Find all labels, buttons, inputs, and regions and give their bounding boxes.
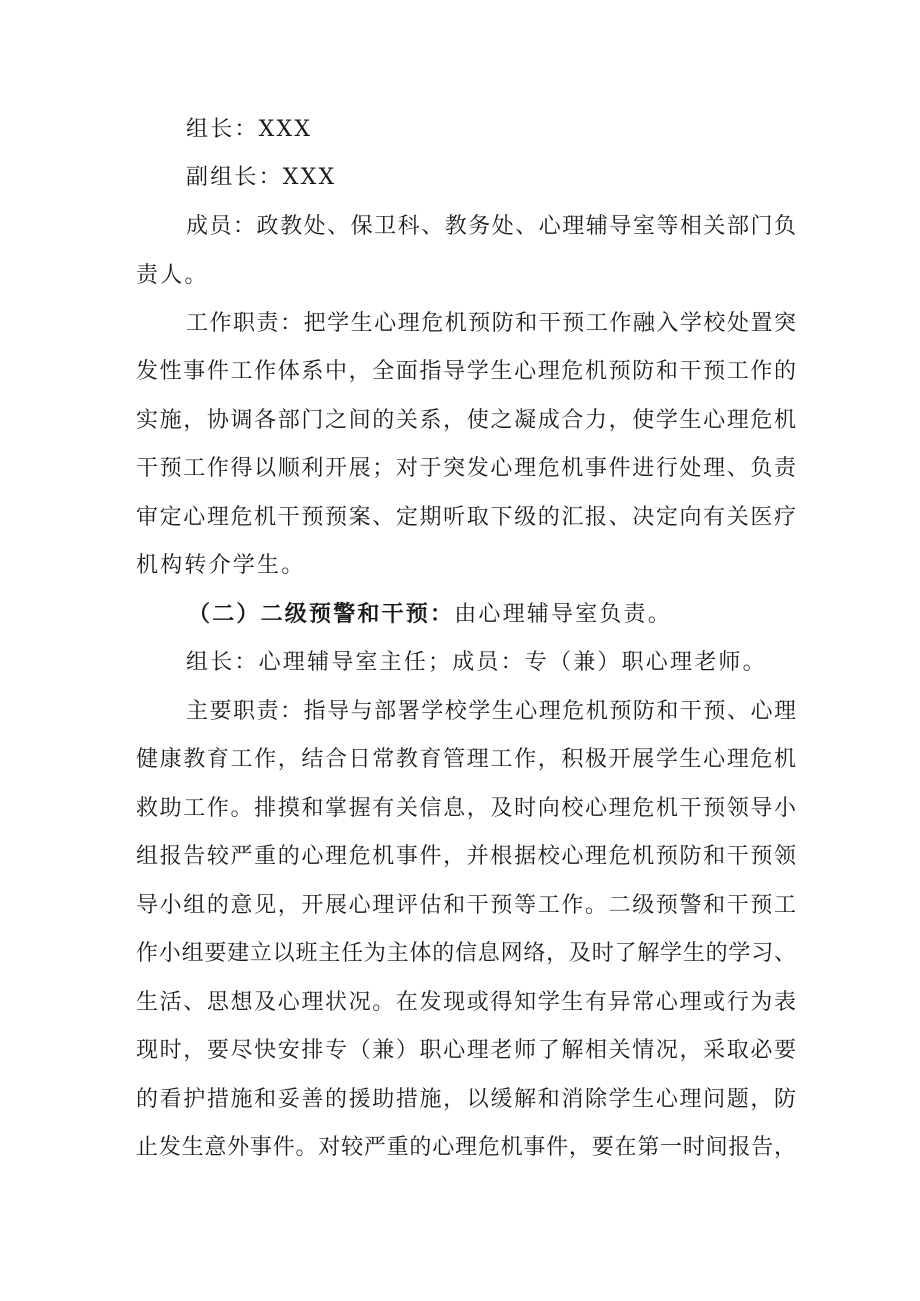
main-duty-line-7: 生活、思想及心理状况。在发现或得知学生有异常心理或行为表 bbox=[136, 990, 796, 1015]
duty-line-4: 干预工作得以顺利开展；对于突发心理危机事件进行处理、负责 bbox=[136, 456, 796, 481]
main-duty-line-5: 导小组的意见，开展心理评估和干预等工作。二级预警和干预工 bbox=[136, 893, 796, 918]
section-heading bbox=[188, 600, 796, 630]
main-duty-line-10: 止发生意外事件。对较严重的心理危机事件，要在第一时间报告， bbox=[136, 1135, 796, 1160]
main-duty-line-6: 作小组要建立以班主任为主体的信息网络，及时了解学生的学习、 bbox=[136, 941, 796, 966]
main-duty-line-9: 的看护措施和妥善的援助措施，以缓解和消除学生心理问题，防 bbox=[136, 1087, 796, 1112]
duty-line-6: 机构转介学生。 bbox=[136, 553, 306, 578]
members-line-2: 责人。 bbox=[136, 263, 209, 288]
main-duty-line-2: 健康教育工作，结合日常教育管理工作，积极开展学生心理危机 bbox=[136, 747, 796, 772]
main-duty-line-3: 救助工作。排摸和掌握有关信息，及时向校心理危机干预领导小 bbox=[136, 796, 796, 821]
main-duty-line-8: 现时，要尽快安排专（兼）职心理老师了解相关情况，采取必要 bbox=[136, 1038, 796, 1063]
section-heading-bold: （二）二级预警和干预： bbox=[188, 602, 455, 627]
deputy-leader-line: 副组长：XXX bbox=[186, 165, 337, 190]
level2-leader-line: 组长：心理辅导室主任；成员：专（兼）职心理老师。 bbox=[186, 650, 767, 675]
leader-line: 组长：XXX bbox=[186, 117, 313, 142]
duty-line-5: 审定心理危机干预预案、定期听取下级的汇报、决定向有关医疗 bbox=[136, 505, 796, 530]
members-line-1: 成员：政教处、保卫科、教务处、心理辅导室等相关部门负 bbox=[186, 214, 796, 239]
main-duty-line-1: 主要职责：指导与部署学校学生心理危机预防和干预、心理 bbox=[186, 699, 796, 724]
duty-line-1: 工作职责：把学生心理危机预防和干预工作融入学校处置突 bbox=[186, 311, 796, 336]
section-heading-normal: 由心理辅导室负责。 bbox=[454, 602, 673, 627]
main-duty-line-4: 组报告较严重的心理危机事件，并根据校心理危机预防和干预领 bbox=[136, 844, 796, 869]
duty-line-3: 实施，协调各部门之间的关系，使之凝成合力，使学生心理危机 bbox=[136, 408, 796, 433]
duty-line-2: 发性事件工作体系中，全面指导学生心理危机预防和干预工作的 bbox=[136, 359, 796, 384]
